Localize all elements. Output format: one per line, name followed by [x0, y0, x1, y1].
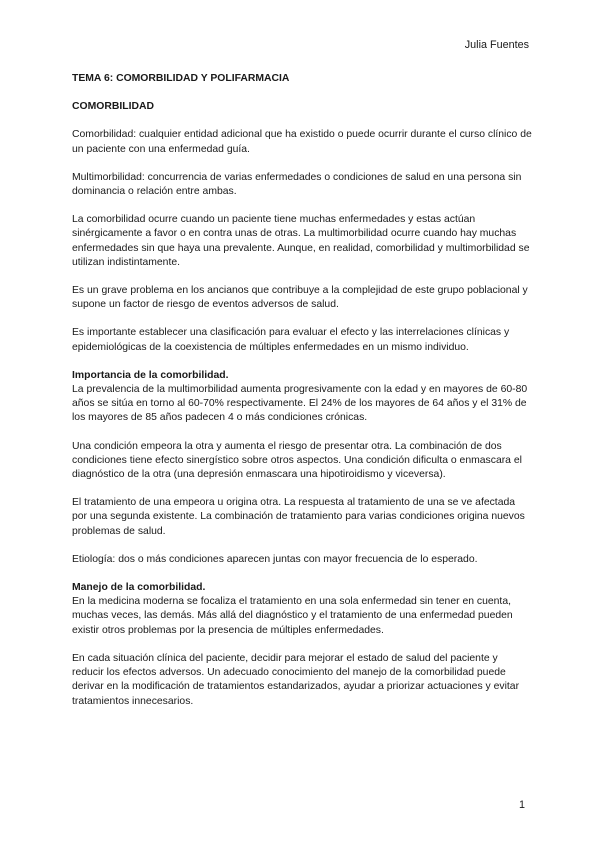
document-body: [72, 72, 532, 723]
section-title: COMORBILIDAD: [72, 101, 154, 113]
paragraph: El tratamiento de una empeora u origina otra. La respuesta al tratamiento de una se ve afectada por una segunda existente. La combinación de tratamiento para varias condiciones origina nuevos problemas de salud.: [72, 497, 525, 537]
paragraph: Comorbilidad: cualquier entidad adicional que ha existido o puede ocurrir durante el curso clínico de un paciente con una enfermedad guía.: [72, 129, 532, 155]
paragraph: Una condición empeora la otra y aumenta el riesgo de presentar otra. La combinación de dos condiciones tiene efecto sinergístico sobre otros aspectos. Una condición dificulta o enmascara el diagnóstico de la otra (una depresión enmascara una hipotiroidismo y viceversa).: [72, 440, 522, 481]
paragraph: En cada situación clínica del paciente, decidir para mejorar el estado de salud del paciente y reducir los efectos adversos. Un adecuado conocimiento del manejo de la comorbilidad puede derivar en la modificación de tratamientos estandarizados, ayudar a priorizar actuaciones y evitar tratamientos innecesarios.: [72, 652, 520, 707]
paragraph: Etiología: dos o más condiciones aparecen juntas con mayor frecuencia de lo esperado.: [72, 553, 478, 565]
author-name: Julia Fuentes: [464, 39, 529, 51]
paragraph: La prevalencia de la multimorbilidad aumenta progresivamente con la edad y en mayores de 60-80 años se sitúa en torno al 60-70% respectivamente. El 24% de los mayores de 64 años y el 31% de los mayores de 85 años padecen 4 o más condiciones crónicas.: [72, 384, 528, 424]
page-number: 1: [518, 799, 525, 811]
paragraph: Es importante establecer una clasificación para evaluar el efecto y las interrelaciones clínicas y epidemiológicas de la coexistencia de múltiples enfermedades en un mismo individuo.: [72, 327, 510, 353]
paragraph: La comorbilidad ocurre cuando un paciente tiene muchas enfermedades y estas actúan sinérgicamente a favor o en contra unas de otras. La multimorbilidad ocurre cuando hay muchas enfermedades sin que haya una prevalente. Aunque, en realidad, comorbilidad y multimorbilidad se utilizan indistintamente.: [72, 214, 530, 268]
document-title: TEMA 6: COMORBILIDAD Y POLIFARMACIA: [72, 73, 290, 84]
subsection-heading-manejo: Manejo de la comorbilidad.: [72, 582, 206, 594]
paragraph: Multimorbilidad: concurrencia de varias enfermedades o condiciones de salud en una persona sin dominancia o relación entre ambas.: [72, 171, 522, 198]
subsection-heading-importancia: Importancia de la comorbilidad.: [72, 369, 229, 381]
paragraph: En la medicina moderna se focaliza el tratamiento en una sola enfermedad sin tener en cuenta, muchas veces, las demás. Más allá del diagnóstico y el tratamiento de una enfermedad pueden existir otros problemas por la presencia de múltiples enfermedades.: [72, 596, 513, 636]
paragraph: Es un grave problema en los ancianos que contribuye a la complejidad de este grupo poblacional y supone un factor de riesgo de eventos adversos de salud.: [72, 285, 528, 311]
